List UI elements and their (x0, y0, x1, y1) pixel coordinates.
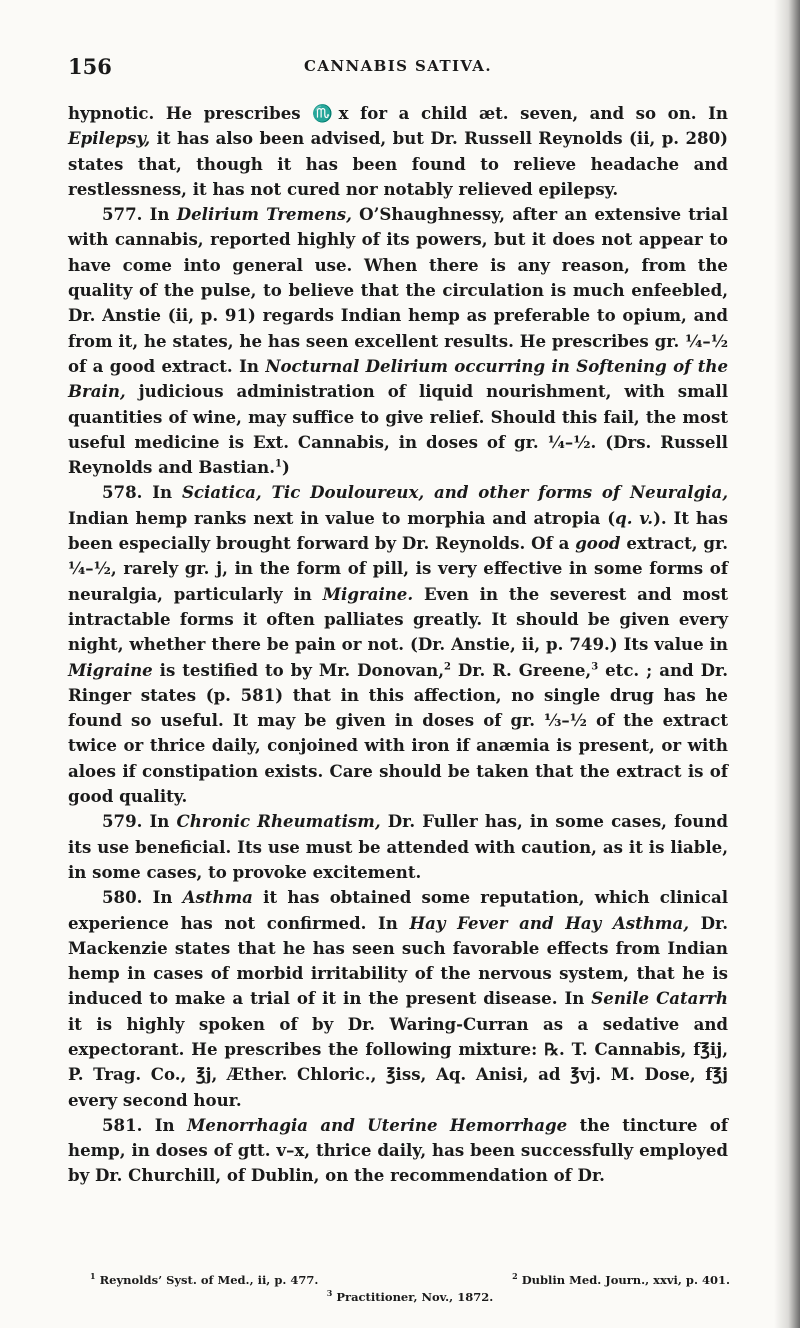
italic-run: Chronic Rheumatism, (176, 811, 381, 832)
text-run: Dr. R. Greene, (450, 659, 592, 680)
footnote-number: 1 (90, 1271, 96, 1282)
italic-run: Hay Fever and Hay Asthma, (409, 912, 689, 933)
italic-run: Migraine. (322, 583, 414, 604)
footnote-2 (512, 1272, 730, 1289)
text-run: etc. ; and Dr. Ringer states (p. 581) that in this affection, no single drug has he found so useful. It may be given in doses of gr. ⅓–½ of the extract twice or thrice daily, conjoined with iron if anæmia is present, or with aloes if constipation exists. Care should be taken that the extract is of good quality. (68, 659, 728, 807)
text-run: ) (282, 457, 290, 478)
footnote-3 (327, 1289, 493, 1306)
text-run: Dr. Fuller has, in some cases, found its use beneficial. Its use must be attended with caution, as it is liable, in some cases, to provoke excitement. (68, 811, 729, 882)
footnotes (90, 1272, 730, 1306)
body-text (68, 101, 728, 1189)
footnote-number: 2 (512, 1271, 518, 1282)
page-edge-shadow (774, 0, 800, 1328)
text-run: judicious administration of liquid nourishment, with small quantities of wine, may suffice to give relief. Should this fail, the most useful medicine is Ext. Cannabis, in doses of gr. ¼–½. (Drs. Russell Reynolds and Bastian. (68, 381, 728, 478)
paragraph-intro (68, 101, 728, 202)
footnote-text: Reynolds’ Syst. of Med., ii, p. 477. (99, 1273, 319, 1287)
page-header (68, 54, 728, 82)
footnote-ref: 2 (443, 661, 451, 672)
footnote-text: Dublin Med. Journ., xxvi, p. 401. (521, 1273, 730, 1287)
text-run: is testified to by Mr. Donovan, (152, 659, 444, 680)
footnote-ref: 3 (591, 661, 599, 672)
text-run: it is highly spoken of by Dr. Waring-Curran as a sedative and expectorant. He prescribes the following mixture: ℞. T. Cannabis, f℥ij, P. Trag. Co., ℥j, Æther. Chloric., ℥iss, Aq. Anisi, ad ℥vj. M. Dose, f℥j every second hour. (68, 1013, 728, 1110)
paragraph-581 (68, 1113, 728, 1189)
text-run: it has obtained some reputation, which clinical experience has not confirmed. In (68, 887, 729, 933)
footnote-row (90, 1272, 730, 1289)
text-run: 579. In (102, 811, 177, 832)
text-run: 580. In (102, 887, 183, 908)
text-run: O’Shaughnessy, after an extensive trial with cannabis, reported highly of its powers, but it does not appear to have come into general use. When there is any reason, from the quality of the pulse, to believe that the circulation is much enfeebled, Dr. Anstie (ii, p. 91) regards Indian hemp as preferable to opium, and from it, he states, he has seen excellent results. He prescribes gr. ¼–½ of a good extract. In (68, 204, 729, 376)
text-run: ). It has been especially brought forward by Dr. Reynolds. Of a (68, 507, 728, 554)
paragraph-580 (68, 885, 728, 1113)
paragraph-579 (68, 809, 728, 885)
text-run: 581. In (102, 1114, 187, 1135)
italic-run: Migraine (68, 659, 153, 680)
footnote-ref: 1 (275, 458, 282, 470)
italic-run: Senile Catarrh (591, 988, 728, 1009)
italic-run: Sciatica, Tic Douloureux, and other forms of Neuralgia, (181, 482, 729, 503)
footnote-number: 3 (326, 1288, 333, 1299)
italic-run: Asthma (182, 887, 253, 908)
footnote-row (90, 1289, 730, 1306)
text-run: Dr. Mackenzie states that he has seen such favorable effects from Indian hemp in cases of morbid irritability of the nervous system, that he is induced to make a trial of it in the present disease. In (68, 912, 728, 1009)
italic-run: q. v. (615, 507, 654, 528)
italic-run: good (575, 533, 621, 554)
italic-run: Nocturnal Delirium occurring in Softening of the Brain, (68, 355, 729, 402)
italic-run: Epilepsy, (68, 128, 151, 149)
italic-run: Menorrhagia and Uterine Hemorrhage (186, 1114, 568, 1135)
footnote-text: Practitioner, Nov., 1872. (336, 1290, 494, 1304)
text-run: Even in the severest and most intractable forms it often palliates greatly. It should be given every night, whether there be pain or not. (Dr. Anstie, ii, p. 749.) Its value in (68, 583, 728, 655)
paragraph-577 (68, 202, 728, 480)
text-run: extract, gr. ¼–½, rarely gr. j, in the form of pill, is very effective in some forms of neuralgia, particularly in (68, 533, 728, 604)
paragraph-578 (68, 480, 728, 809)
page-number: 156 (68, 54, 112, 79)
text-run: the tincture of hemp, in doses of gtt. v–x, thrice daily, has been successfully employed by Dr. Churchill, of Dublin, on the recommendation of Dr. (68, 1114, 728, 1186)
text-run: 578. In (102, 482, 182, 503)
running-head: CANNABIS SATIVA. (304, 57, 492, 75)
text-run: hypnotic. He prescribes ♏x for a child æt. seven, and so on. In (68, 103, 728, 123)
text-run: 577. In (102, 204, 177, 225)
text-run: it has also been advised, but Dr. Russell Reynolds (ii, p. 280) states that, though it has been found to relieve headache and restlessness, it has not cured nor notably relieved epilepsy. (68, 128, 728, 199)
italic-run: Delirium Tremens, (176, 204, 352, 225)
footnote-1 (90, 1272, 318, 1289)
text-run: Indian hemp ranks next in value to morphia and atropia ( (68, 507, 616, 528)
